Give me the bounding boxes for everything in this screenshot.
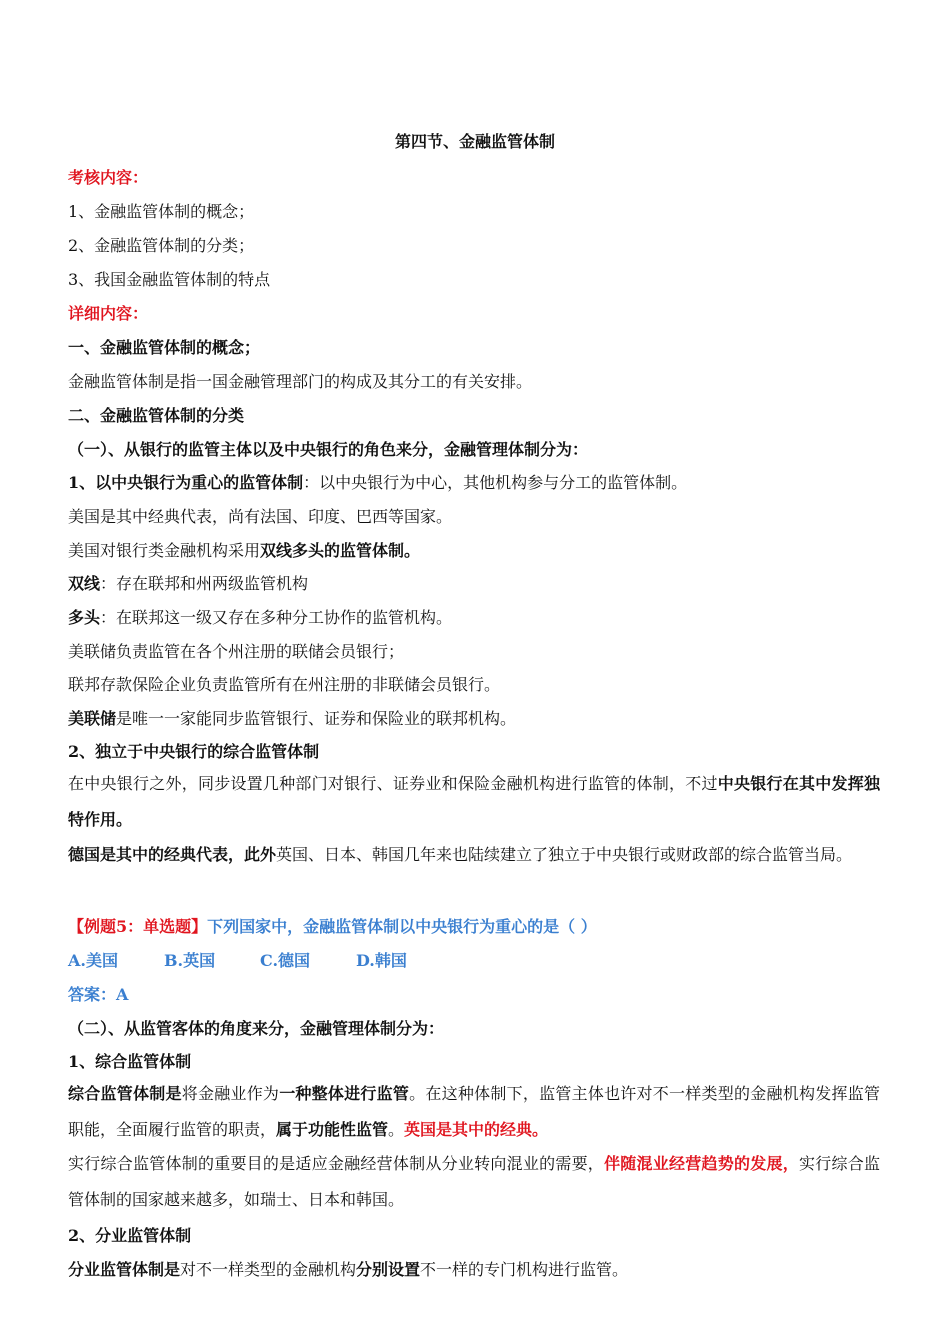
subsection-1-heading: （一）、从银行的监管主体以及中央银行的角色来分，金融管理体制分为： <box>68 440 589 459</box>
section-1-heading: 一、金融监管体制的概念； <box>68 338 261 357</box>
germany-emphasis: 德国是其中的经典代表，此外 <box>68 845 277 864</box>
detail-content-label: 详细内容： <box>68 304 149 323</box>
paragraph-usa-example: 美国是其中经典代表，尚有法国、印度、巴西等国家。 <box>68 507 453 526</box>
germany-text: 英国、日本、韩国几年来也陆续建立了独立于中央银行或财政部的综合监管当局。 <box>276 845 853 864</box>
paragraph-integrated-model <box>68 1076 880 1148</box>
multi-head-term: 多头 <box>68 608 101 627</box>
paragraph-fed-unique <box>68 707 880 731</box>
dual-line-term: 双线 <box>68 574 101 593</box>
independent-model-heading: 2、独立于中央银行的综合监管体制 <box>68 742 320 761</box>
section-2-heading: 二、金融监管体制的分类 <box>68 406 245 425</box>
exam-content-label: 考核内容： <box>68 168 149 187</box>
integrated-emphasis-1: 一种整体进行监管 <box>279 1084 410 1103</box>
dual-line-desc: ：存在联邦和州两级监管机构 <box>100 574 309 593</box>
usa-dual-term: 双线多头的监管体制。 <box>260 541 421 560</box>
integrated-purpose-text-2: 实行综合监管体制的国家越来越多，如瑞士、日本和韩国。 <box>68 1154 880 1209</box>
independent-model-text: 在中央银行之外，同步设置几种部门对银行、证券业和保险金融机构进行监管的体制，不过 <box>68 774 718 793</box>
option-d: D.韩国 <box>356 951 407 970</box>
integrated-purpose-text-1: 实行综合监管体制的重要目的是适应金融经营体制从分业转向混业的需要， <box>68 1154 605 1173</box>
integrated-text-2: 。在这种体制下，监管主体也许对不一样类型的金融机构发挥监管职能，全面履行监管的职责， <box>68 1084 880 1139</box>
paragraph-fdic: 联邦存款保险企业负责监管所有在州注册的非联储会员银行。 <box>68 675 501 694</box>
example-answer: 答案：A <box>68 985 129 1004</box>
fed-desc: 是唯一一家能同步监管银行、证券和保险业的联邦机构。 <box>116 709 517 728</box>
section-1-text: 金融监管体制是指一国金融管理部门的构成及其分工的有关安排。 <box>68 372 533 391</box>
integrated-text-3: 。 <box>388 1120 405 1139</box>
independent-model-emphasis: 中央银行在其中发挥独特作用。 <box>68 774 880 829</box>
option-a: A.美国 <box>68 951 118 970</box>
integrated-term: 综合监管体制是 <box>68 1084 182 1103</box>
central-bank-model-term: 1、以中央银行为重心的监管体制 <box>68 473 304 492</box>
example-question <box>68 915 880 939</box>
paragraph-central-bank-model <box>68 471 880 495</box>
separate-text-2: 不一样的专门机构进行监管。 <box>420 1260 629 1279</box>
exam-item-3: 3、我国金融监管体制的特点 <box>68 270 271 289</box>
subsection-2-heading: （二）、从监管客体的角度来分，金融管理体制分为： <box>68 1019 445 1038</box>
integrated-purpose-emphasis: 伴随混业经营趋势的发展， <box>604 1154 799 1173</box>
integrated-model-heading: 1、综合监管体制 <box>68 1052 192 1071</box>
paragraph-independent-model <box>68 766 880 838</box>
option-b: B.英国 <box>164 951 216 970</box>
exam-item-2: 2、金融监管体制的分类； <box>68 236 255 255</box>
paragraph-usa-dual <box>68 539 880 563</box>
example-options <box>68 949 880 973</box>
multi-head-desc: ：在联邦这一级又存在多种分工协作的监管机构。 <box>100 608 453 627</box>
separate-emphasis: 分别设置 <box>356 1260 421 1279</box>
central-bank-model-desc: ：以中央银行为中心，其他机构参与分工的监管体制。 <box>303 473 688 492</box>
integrated-text-1: 将金融业作为 <box>181 1084 280 1103</box>
paragraph-multi-head <box>68 606 880 630</box>
integrated-emphasis-2: 属于功能性监管 <box>276 1120 389 1139</box>
page-title: 第四节、金融监管体制 <box>394 132 555 151</box>
paragraph-separate-model <box>68 1258 880 1282</box>
separate-model-heading: 2、分业监管体制 <box>68 1226 192 1245</box>
exam-item-1: 1、金融监管体制的概念； <box>68 202 255 221</box>
fed-term: 美联储 <box>68 709 117 728</box>
separate-term: 分业监管体制是 <box>68 1260 181 1279</box>
integrated-uk-note: 英国是其中的经典。 <box>404 1120 549 1139</box>
separate-text-1: 对不一样类型的金融机构 <box>180 1260 357 1279</box>
option-c: C.德国 <box>260 951 311 970</box>
usa-dual-text: 美国对银行类金融机构采用 <box>68 541 261 560</box>
example-question-text: 下列国家中，金融监管体制以中央银行为重心的是（ ） <box>207 917 597 936</box>
paragraph-fed-members: 美联储负责监管在各个州注册的联储会员银行； <box>68 642 405 661</box>
example-label: 【例题5：单选题】 <box>68 917 208 936</box>
paragraph-germany <box>68 837 880 873</box>
paragraph-dual-line <box>68 572 880 596</box>
paragraph-integrated-purpose <box>68 1146 880 1218</box>
